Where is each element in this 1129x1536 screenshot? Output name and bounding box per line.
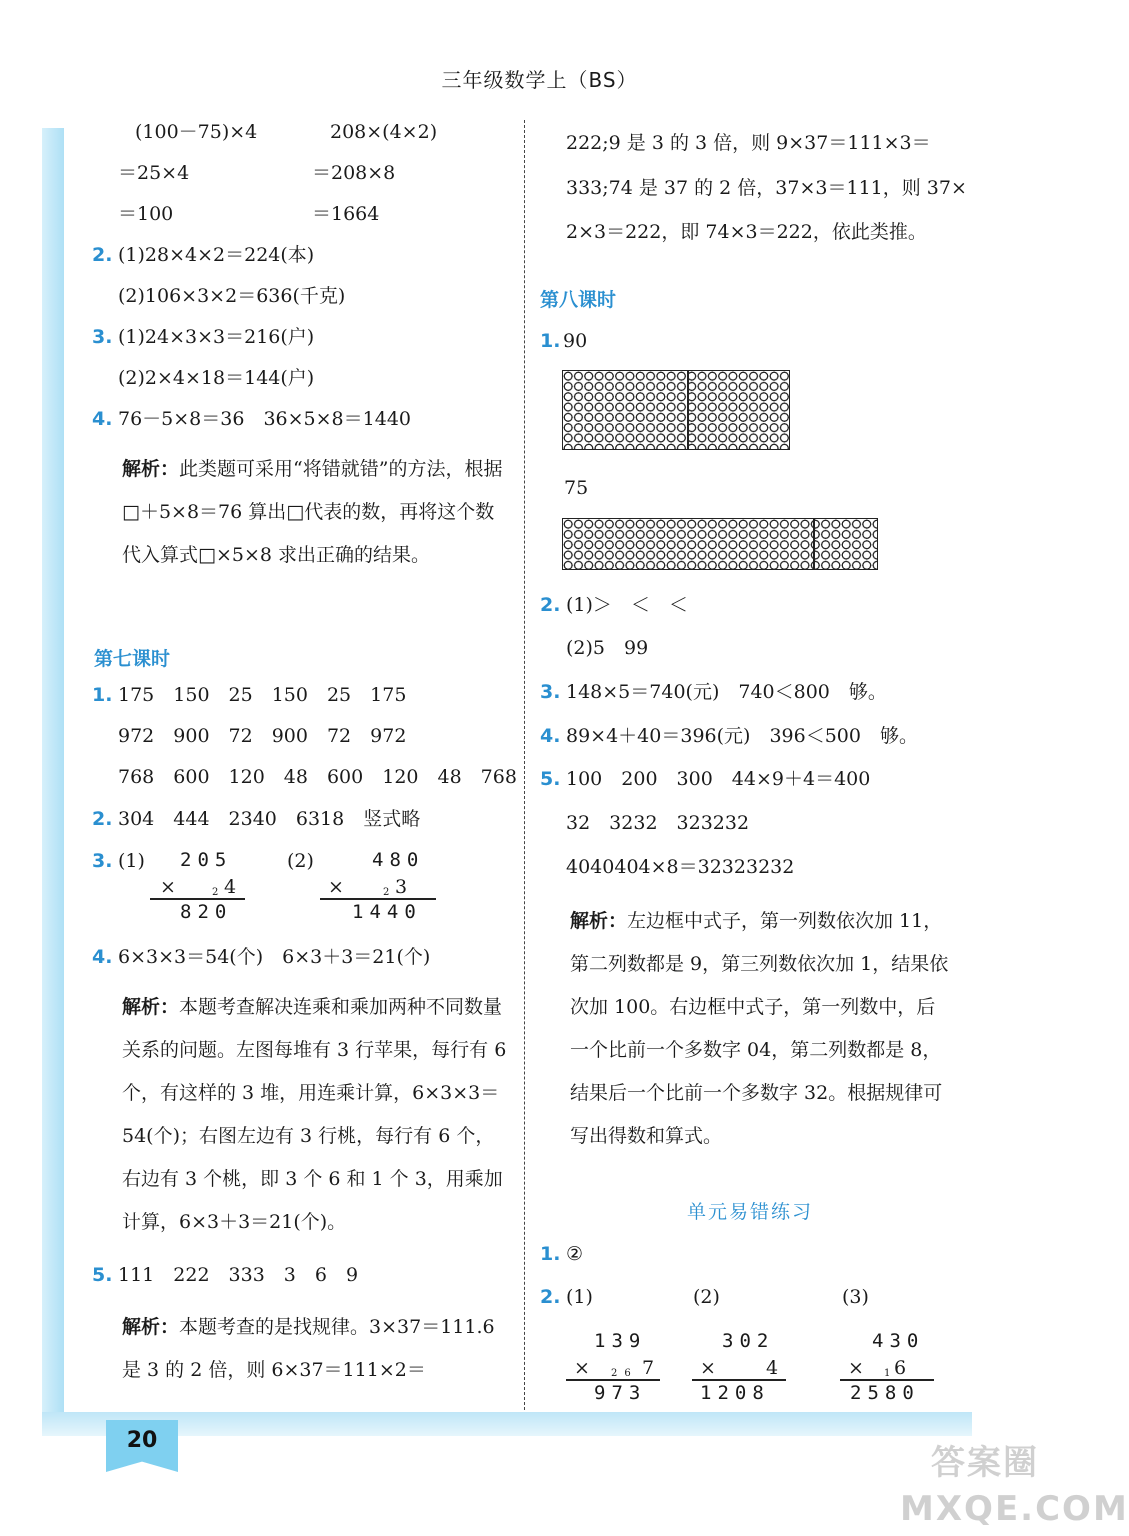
page-number: 20 <box>126 1428 158 1453</box>
q1-line2-b: ＝208×8 <box>312 162 396 184</box>
analysis-text: 此类题可采用“将错就错”的方法，根据□＋5×8＝76 算出□代表的数，再将这个数代入算式□×5×8 求出正确的结果。 <box>122 458 503 566</box>
l8-q5-number: 5. <box>540 768 561 790</box>
analysis-label: 解析： <box>122 458 180 480</box>
right-cont-line3: 2×3＝222，即 74×3＝222，依此类推。 <box>566 221 927 243</box>
unit-q2-p1-result: 973 <box>594 1382 647 1404</box>
l7-q2-line1: 304 444 2340 6318 竖式略 <box>118 808 421 830</box>
l7-q3-p2-result: 1440 <box>352 901 422 923</box>
l8-q2-line2: (2)5 99 <box>566 637 649 659</box>
unit-title: 单元易错练习 <box>686 1201 813 1223</box>
unit-q1-number: 1. <box>540 1243 561 1265</box>
analysis-text: 左边框中式子，第一列数依次加 11，第二列数都是 9，第三列数依次加 1，结果依次加 100。右边框中式子，第一列数中，后一个比前一个多数字 04，第二列数都是 8，结果后一个比前一个多数字 32。根据规律可写出得数和算式。 <box>570 910 949 1147</box>
l8-q2-line1: (1)＞ ＜ ＜ <box>566 594 688 616</box>
l8-q1-value-90: 90 <box>563 330 588 352</box>
q1-line3-b: ＝1664 <box>312 203 380 225</box>
page-header-title: 三年级数学上（BS） <box>441 68 638 92</box>
unit-q2-p2-op: × <box>700 1357 716 1379</box>
unit-q2-p3-result: 2580 <box>850 1382 920 1404</box>
l8-q2-number: 2. <box>540 594 561 616</box>
l7-q4-line1: 6×3×3＝54(个) 6×3＋3＝21(个) <box>118 946 431 968</box>
analysis-label: 解析： <box>122 1316 180 1338</box>
q1-line1-a: (100－75)×4 <box>135 121 258 143</box>
unit-q2-p3-line <box>840 1379 934 1381</box>
unit-q1-line1: ② <box>566 1243 584 1265</box>
l8-q4-line1: 89×4＋40＝396(元) 396＜500 够。 <box>566 725 918 747</box>
l7-q3-p1-carry: 2 <box>212 887 219 898</box>
q3-line2: (2)2×4×18＝144(户) <box>118 367 315 389</box>
unit-q2-p1-top: 139 <box>594 1330 647 1352</box>
analysis-text: 本题考查的是找规律。3×37＝111.6 是 3 的 2 倍，则 6×37＝111×2＝ <box>122 1316 495 1381</box>
q2-line1: (1)28×4×2＝224(本) <box>118 244 315 266</box>
l7-q3-p2-line <box>320 898 436 900</box>
unit-q2-p2-line <box>692 1379 786 1381</box>
l7-q3-p2-label: (2) <box>287 850 314 872</box>
l7-q1-line3: 768 600 120 48 600 120 48 768 <box>118 766 517 788</box>
q4-number: 4. <box>92 408 113 430</box>
analysis-3 <box>122 1306 508 1392</box>
l8-q3-number: 3. <box>540 681 561 703</box>
unit-q2-p3-label: (3) <box>842 1286 869 1308</box>
q1-line2-a: ＝25×4 <box>118 162 190 184</box>
l8-q1-value-75: 75 <box>564 477 589 499</box>
q1-line1-b: 208×(4×2) <box>330 121 438 143</box>
l8-q1-number: 1. <box>540 330 561 352</box>
left-color-band <box>42 128 64 1418</box>
l7-q3-p1-line <box>150 898 245 900</box>
l7-q3-p2-carry: 2 <box>383 887 390 898</box>
l8-q5-line3: 4040404×8＝32323232 <box>566 856 795 878</box>
l7-q3-p1-result: 820 <box>180 901 233 923</box>
bottom-color-band <box>42 1412 972 1436</box>
right-cont-line1: 222;9 是 3 的 3 倍，则 9×37＝111×3＝ <box>566 132 931 154</box>
l7-q1-number: 1. <box>92 684 113 706</box>
l7-q3-p1-label: (1) <box>118 850 145 872</box>
l8-q5-line2: 32 3232 323232 <box>566 812 750 834</box>
l7-q3-p2-op: × <box>328 876 344 898</box>
q2-line2: (2)106×3×2＝636(千克) <box>118 285 346 307</box>
circle-array-75-divider <box>813 518 815 570</box>
l7-q5-number: 5. <box>92 1264 113 1286</box>
unit-q2-p1-op: × <box>574 1357 590 1379</box>
unit-q2-p3-op: × <box>848 1357 864 1379</box>
l7-q3-p1-top: 205 <box>180 849 233 871</box>
circle-array-90-divider <box>687 370 689 450</box>
q1-line3-a: ＝100 <box>118 203 174 225</box>
watermark: 答案圈 MXQE.COM <box>900 1443 1129 1529</box>
analysis-1 <box>122 448 506 577</box>
q4-line1: 76－5×8＝36 36×5×8＝1440 <box>118 408 411 430</box>
unit-q2-p1-label: (1) <box>566 1286 593 1308</box>
right-cont-line2: 333;74 是 37 的 2 倍，37×3＝111，则 37× <box>566 177 967 199</box>
analysis-text: 本题考查解决连乘和乘加两种不同数量关系的问题。左图每堆有 3 行苹果，每行有 6 个，有这样的 3 堆，用连乘计算，6×3×3＝54(个)；右图左边有 3 行桃，每行有 6 个，右边有 3 个桃，即 3 个 6 和 1 个 3，用乘加计算，6×3＋3＝21(个)。 <box>122 996 507 1233</box>
unit-q2-p2-mult: 4 <box>766 1357 779 1379</box>
l7-q4-number: 4. <box>92 946 113 968</box>
l8-q4-number: 4. <box>540 725 561 747</box>
analysis-label: 解析： <box>122 996 180 1018</box>
l7-q3-p2-top: 480 <box>372 849 425 871</box>
l8-q3-line1: 148×5＝740(元) 740＜800 够。 <box>566 681 887 703</box>
l7-q1-line1: 175 150 25 150 25 175 <box>118 684 407 706</box>
unit-q2-p1-line <box>566 1379 660 1381</box>
q2-number: 2. <box>92 244 113 266</box>
unit-q2-p2-label: (2) <box>693 1286 720 1308</box>
lesson7-title: 第七课时 <box>94 648 171 670</box>
analysis-label: 解析： <box>570 910 628 932</box>
unit-q2-p3-carry: 1 <box>884 1368 891 1379</box>
unit-q2-number: 2. <box>540 1286 561 1308</box>
unit-q2-p1-mult: 7 <box>642 1357 655 1379</box>
unit-q2-p3-top: 430 <box>872 1330 925 1352</box>
unit-q2-p1-carry: 26 <box>611 1368 638 1379</box>
q3-number: 3. <box>92 326 113 348</box>
l7-q3-p1-op: × <box>160 876 176 898</box>
circle-array-75 <box>562 518 878 570</box>
l7-q3-number: 3. <box>92 850 113 872</box>
l8-q5-line1: 100 200 300 44×9＋4＝400 <box>566 768 871 790</box>
l7-q2-number: 2. <box>92 808 113 830</box>
q3-line1: (1)24×3×3＝216(户) <box>118 326 315 348</box>
l7-q3-p1-mult: 4 <box>224 876 237 898</box>
unit-q2-p2-top: 302 <box>722 1330 775 1352</box>
analysis-4 <box>570 900 954 1158</box>
lesson8-title: 第八课时 <box>540 289 617 311</box>
unit-q2-p2-result: 1208 <box>700 1382 770 1404</box>
unit-q2-p3-mult: 6 <box>894 1357 907 1379</box>
l7-q1-line2: 972 900 72 900 72 972 <box>118 725 407 747</box>
circle-array-90 <box>562 370 790 450</box>
column-divider <box>524 120 525 1410</box>
l7-q5-line1: 111 222 333 3 6 9 <box>118 1264 359 1286</box>
analysis-2 <box>122 986 508 1244</box>
l7-q3-p2-mult: 3 <box>395 876 408 898</box>
